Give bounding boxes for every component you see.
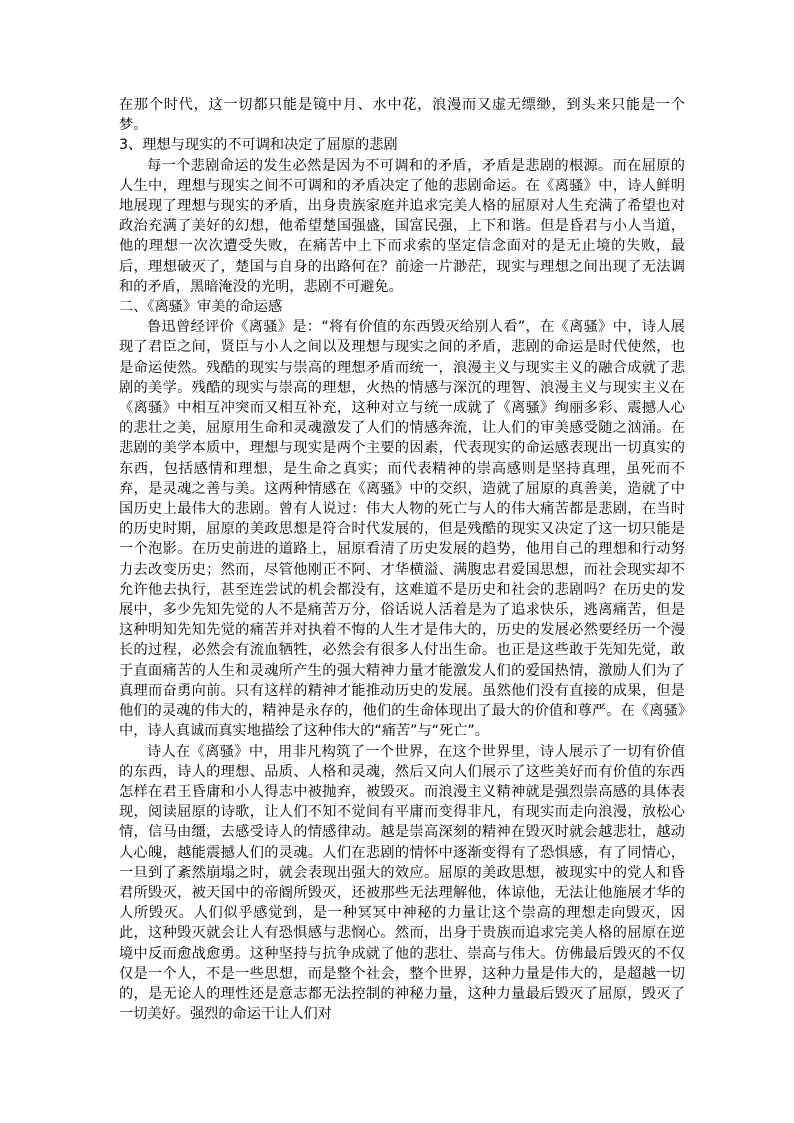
paragraph-body: 鲁迅曾经评价《离骚》是：“将有价值的东西毁灭给别人看”，在《离骚》中，诗人展现了君臣之间，贤臣与小人之间以及理想与现实之间的矛盾，悲剧的命运是时代使然，也是命运使然。残酷的现实与崇高的理想矛盾而统一，浪漫主义与现实主义的融合成就了悲剧的美学。残酷的现实与崇高的理想，火热的情感与深沉的理智、浪漫主义与现实主义在《离骚》中相互冲突而又相互补充，这种对立与统一成就了《离骚》绚丽多彩、震撼人心的悲壮之美，屈原用生命和灵魂激发了人们的情感奔流，让人们的审美感受随之汹涌。在悲剧的美学本质中，理想与现实是两个主要的因素，代表现实的命运感表现出一切真实的东西，包括感情和理想，是生命之真实；而代表精神的崇高感则是坚持真理，虽死而不弃，是灵魂之善与美。这两种情感在《离骚》中的交织，造就了屈原的真善美，造就了中国历史上最伟大的悲剧。曾有人说过：伟大人物的死亡与人的伟大痛苦都是悲剧，在当时的历史时期，屈原的美政思想是符合时代发展的，但是残酷的现实又决定了这一切只能是一个泡影。在历史前进的道路上，屈原看清了历史发展的趋势，他用自己的理想和行动努力去改变历史；然而，尽管他刚正不阿、才华横溢、满腹忠君爱国思想，而社会现实却不允许他去执行，甚至连尝试的机会都没有，这难道不是历史和社会的悲剧吗？在历史的发展中，多少先知先觉的人不是痛苦万分，俗话说人活着是为了追求快乐，逃离痛苦，但是这种明知先知先觉的痛苦并对执着不悔的人生才是伟大的，历史的发展必然要经历一个漫长的过程，必然会有流血牺牲，必然会有很多人付出生命。也正是这些敢于先知先觉，敢于直面痛苦的人生和灵魂所产生的强大精神力量才能激发人们的爱国热情，激励人们为了真理而奋勇向前。只有这样的精神才能推动历史的发展。虽然他们没有直接的成果，但是他们的灵魂的伟大的，精神是永存的，他们的生命体现出了最大的价值和尊严。在《离骚》中，诗人真诚而真实地描绘了这种伟大的“痛苦”与“死亡”。 [119,319,685,740]
section-heading-2: 二、《离骚》审美的命运感 [119,299,283,316]
paragraph-body: 诗人在《离骚》中，用非凡构筑了一个世界，在这个世界里，诗人展示了一切有价值的东西，诗人的理想、品质、人格和灵魂，然后又向人们展示了这些美好而有价值的东西怎样在君王昏庸和小人得志中被抛弃，被毁灭。而浪漫主义精神就是强烈崇高感的具体表现，阅读屈原的诗歌，让人们不知不觉间有平庸而变得非凡，有现实而走向浪漫，放松心情，信马由缰，去感受诗人的情感律动。越是崇高深刻的精神在毁灭时就会越悲壮，越动人心魄，越能震撼人们的灵魂。人们在悲剧的情怀中逐渐变得有了恐惧感，有了同情心，一旦到了紊然崩塌之时，就会表现出强大的效应。屈原的美政思想，被现实中的党人和昏君所毁灭，被天国中的帝阍所毁灭，还被那些无法理解他，体谅他，无法让他施展才华的人所毁灭。人们似乎感觉到，是一种冥冥中神秘的力量让这个崇高的理想走向毁灭，因此，这种毁灭就会让人有恐惧感与悲悯心。然而，出身于贵族而追求完美人格的屈原在逆境中反而愈战愈勇。这种坚持与抗争成就了他的悲壮、崇高与伟大。仿佛最后毁灭的不仅仅是一个人，不是一些思想，而是整个社会，整个世界，这种力量是伟大的，是超越一切的，是无论人的理性还是意志都无法控制的神秘力量，这种力量最后毁灭了屈原，毁灭了一切美好。强烈的命运干让人们对 [119,743,685,1023]
section-heading-3: 3、理想与现实的不可调和决定了屈原的悲剧 [119,137,398,154]
paragraph-continuation: 在那个时代，这一切都只能是镜中月、水中花，浪漫而又虚无缥缈，到头来只能是一个梦。 [119,97,685,134]
document-page [119,95,685,1024]
paragraph-body: 每一个悲剧命运的发生必然是因为不可调和的矛盾，矛盾是悲剧的根源。而在屈原的人生中，理想与现实之间不可调和的矛盾决定了他的悲剧命运。在《离骚》中，诗人鲜明地展现了理想与现实的矛盾，出身贵族家庭并追求完美人格的屈原对人生充满了希望也对政治充满了美好的幻想，他希望楚国强盛，国富民强，上下和谐。但是昏君与小人当道，他的理想一次次遭受失败，在痛苦中上下而求索的坚定信念面对的是无止境的失败，最后，理想破灭了，楚国与自身的出路何在？前途一片渺茫，现实与理想之间出现了无法调和的矛盾，黑暗淹没的光明，悲剧不可避免。 [119,157,685,295]
